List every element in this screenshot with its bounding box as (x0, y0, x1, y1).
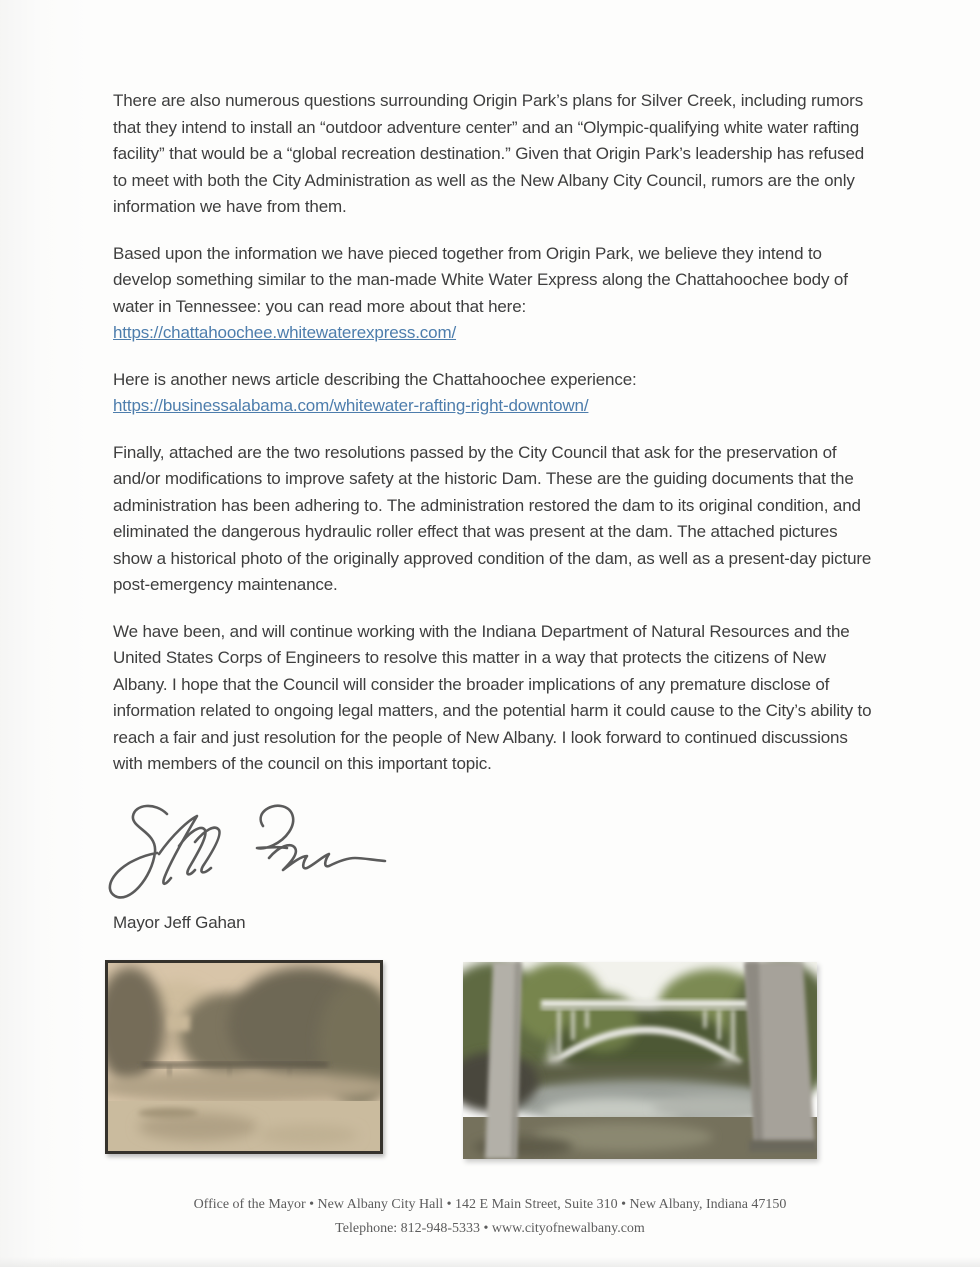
attached-photos (105, 960, 881, 1159)
paragraph-origin-park-rumors: There are also numerous questions surrounding Origin Park’s plans for Silver Creek, including rumors that they intend to install an “outdoor adventure center” and an “Olympic-qualifying white water rafting facility” that would be a “global recreation destination.” Given that Origin Park’s leadership has refused to meet with both the City Administration as well as the New Albany City Council, rumors are the only information we have from them. (113, 91, 865, 216)
paragraph-resolutions: Finally, attached are the two resolutions passed by the City Council that ask for the preservation of and/or modifications to improve safety at the historic Dam. These are the guiding documents that the administration has been adhering to. The administration restored the dam to its original condition, and eliminated the dangerous hydraulic roller effect that was present at the dam. The attached pictures show a historical photo of the originally approved condition of the dam, as well as a present-day picture post-emergency maintenance. (113, 442, 872, 594)
signoff-name: Mayor Jeff Gahan (113, 912, 246, 932)
paragraph-dnr-corps: We have been, and will continue working with the Indiana Department of Natural Resources and the United States Corps of Engineers to resolve this matter in a way that protects the citizens of New Albany. I hope that the Council will consider the broader implications of any premature disclose of information related to ongoing legal matters, and the potential harm it could cause to the City’s ability to reach a fair and just resolution for the people of New Albany. I look forward to continued discussions with members of the council on this important topic. (113, 621, 872, 773)
letterhead-footer (0, 1193, 980, 1241)
present-day-bridge-photo (463, 962, 817, 1159)
scan-artifact-left (0, 0, 90, 1267)
scan-artifact-bottom (0, 1257, 980, 1267)
present-day-bridge-photo-image (463, 962, 817, 1159)
paragraph-text: Based upon the information we have pieced together from Origin Park, we believe they intend to develop something similar to the man-made White Water Express along the Chattahoochee body of water in Tennessee: you can read more about that here: (113, 243, 848, 316)
footer-phone-line: Telephone: 812-948-5333 • www.cityofnewalbany.com (335, 1221, 645, 1236)
businessalabama-article-link[interactable]: https://businessalabama.com/whitewater-rafting-right-downtown/ (113, 396, 589, 415)
historical-dam-photo-image (108, 963, 380, 1151)
paragraph-text: Here is another news article describing the Chattahoochee experience: (113, 369, 637, 389)
footer-address-line: Office of the Mayor • New Albany City Hall • 142 E Main Street, Suite 310 • New Albany, Indiana 47150 (193, 1197, 787, 1212)
paragraph-news-article (113, 367, 881, 420)
letter-body (113, 88, 881, 1159)
signature-drawing (101, 798, 391, 908)
handwritten-signature (101, 798, 881, 908)
historical-dam-photo (105, 960, 383, 1154)
chattahoochee-whitewater-link[interactable]: https://chattahoochee.whitewaterexpress.com/ (113, 323, 457, 342)
paragraph-white-water-express (113, 241, 881, 347)
